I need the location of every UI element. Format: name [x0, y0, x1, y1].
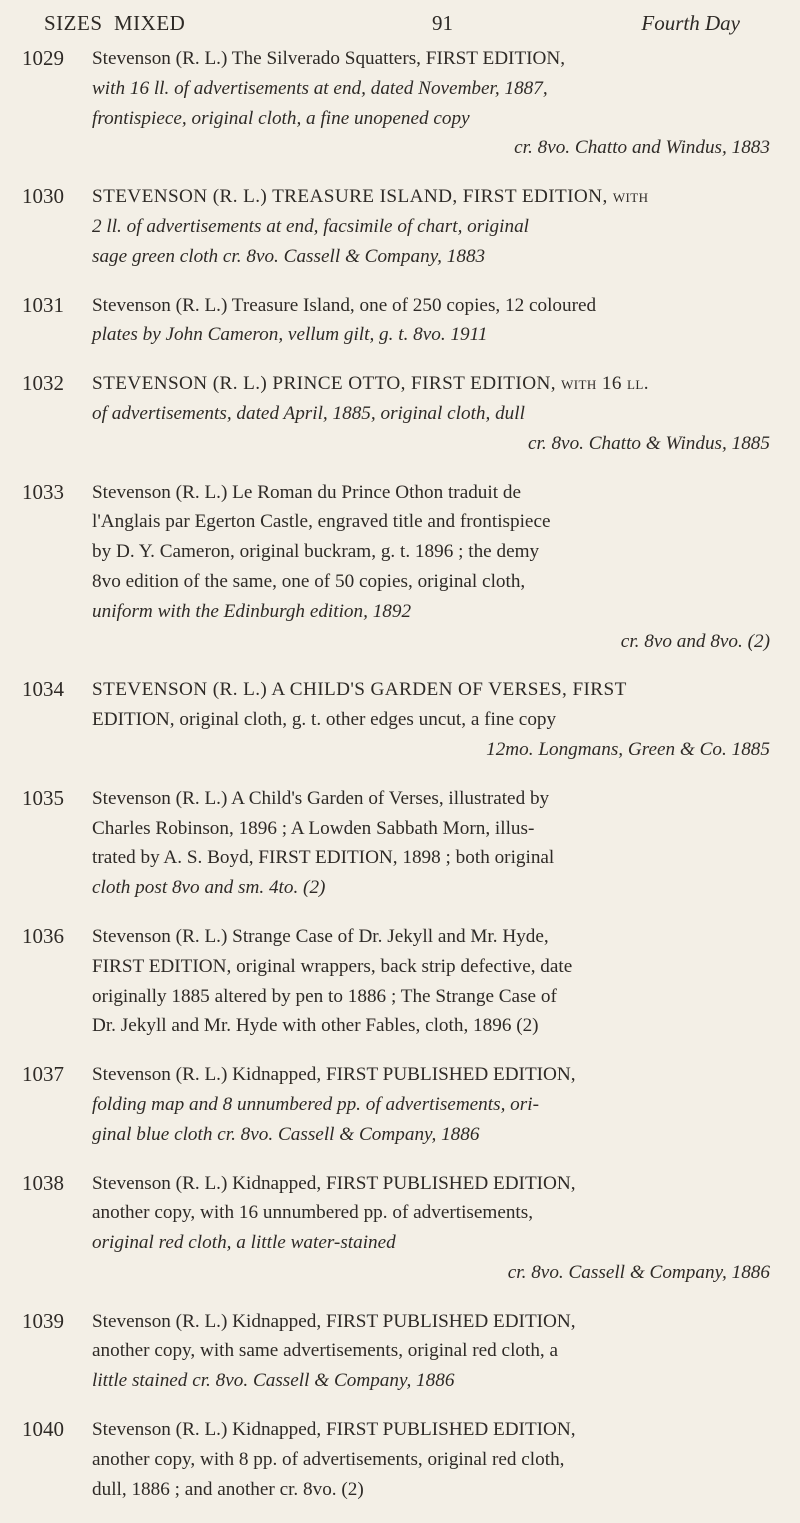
- lot-list: [22, 44, 772, 1523]
- lot-entry-1040: [22, 1415, 772, 1504]
- entry-line: frontispiece, original cloth, a fine unopened copy: [92, 107, 470, 129]
- lot-entry-1035: [22, 784, 772, 903]
- lot-number: 1031: [22, 292, 64, 317]
- entry-line: dull, 1886 ; and another cr. 8vo. (2): [92, 1478, 364, 1500]
- entry-line: folding map and 8 unnumbered pp. of advertisements, ori-: [92, 1093, 539, 1115]
- entry-line: ginal blue cloth cr. 8vo. Cassell & Company, 1886: [92, 1123, 480, 1145]
- entry-line: cr. 8vo. Cassell & Company, 1886: [507, 1261, 770, 1283]
- entry-line: Stevenson (R. L.) Kidnapped, FIRST PUBLISHED EDITION,: [92, 1064, 576, 1086]
- header-sizes: SIZES: [44, 11, 103, 35]
- entry-line: little stained cr. 8vo. Cassell & Company, 1886: [92, 1370, 455, 1392]
- entry-line: by D. Y. Cameron, original buckram, g. t. 1896 ; the demy: [92, 541, 540, 563]
- entry-line: 8vo edition of the same, one of 50 copies, original cloth,: [92, 570, 526, 592]
- entry-line: Dr. Jekyll and Mr. Hyde with other Fables, cloth, 1896 (2): [92, 1015, 539, 1037]
- lot-entry-1037: [22, 1060, 772, 1149]
- entry-line: STEVENSON (R. L.) A CHILD'S GARDEN OF VERSES, FIRST: [92, 679, 627, 701]
- lot-number: 1035: [22, 785, 64, 810]
- entry-line: sage green cloth cr. 8vo. Cassell & Company, 1883: [92, 245, 486, 267]
- entry-line: cr. 8vo. Chatto and Windus, 1883: [514, 137, 770, 159]
- lot-number: 1038: [22, 1170, 64, 1195]
- lot-number: 1036: [22, 923, 64, 948]
- entry-line: original red cloth, a little water-stained: [92, 1232, 396, 1254]
- running-header: [22, 0, 770, 44]
- lot-number: 1037: [22, 1062, 64, 1087]
- lot-entry-1038: [22, 1169, 772, 1288]
- entry-line: Stevenson (R. L.) Strange Case of Dr. Jekyll and Mr. Hyde,: [92, 925, 549, 947]
- entry-line: cr. 8vo. Chatto & Windus, 1885: [528, 432, 770, 454]
- entry-line: 12mo. Longmans, Green & Co. 1885: [486, 738, 770, 760]
- lot-number: 1029: [22, 46, 64, 70]
- lot-number: 1034: [22, 677, 64, 702]
- entry-line: uniform with the Edinburgh edition, 1892: [92, 600, 412, 622]
- entry-line: EDITION, original cloth, g. t. other edges uncut, a fine copy: [92, 709, 557, 731]
- entry-line: originally 1885 altered by pen to 1886 ; The Strange Case of: [92, 985, 557, 1007]
- page-number: 91: [432, 11, 453, 35]
- header-day: Fourth Day: [641, 11, 740, 35]
- entry-line: STEVENSON (R. L.) PRINCE OTTO, FIRST EDITION, with 16 ll.: [92, 373, 649, 395]
- lot-entry-1032: [22, 369, 772, 458]
- entry-line: Stevenson (R. L.) A Child's Garden of Verses, illustrated by: [92, 787, 550, 809]
- entry-line: another copy, with 8 pp. of advertisements, original red cloth,: [92, 1448, 565, 1470]
- lot-number: 1030: [22, 184, 64, 209]
- lot-number: 1032: [22, 371, 64, 396]
- entry-line: Stevenson (R. L.) Kidnapped, FIRST PUBLISHED EDITION,: [92, 1172, 576, 1194]
- entry-line: with 16 ll. of advertisements at end, dated November, 1887,: [92, 77, 548, 99]
- entry-line: Charles Robinson, 1896 ; A Lowden Sabbath Morn, illus-: [92, 817, 535, 839]
- entry-line: cr. 8vo and 8vo. (2): [620, 630, 770, 652]
- entry-line: trated by A. S. Boyd, FIRST EDITION, 1898 ; both original: [92, 847, 555, 869]
- lot-entry-1029: [22, 44, 772, 163]
- lot-entry-1036: [22, 922, 772, 1041]
- entry-line: 2 ll. of advertisements at end, facsimile of chart, original: [92, 215, 530, 237]
- header-mixed: MIXED: [114, 11, 186, 35]
- lot-entry-1039: [22, 1307, 772, 1396]
- entry-line: STEVENSON (R. L.) TREASURE ISLAND, FIRST EDITION, with: [92, 186, 649, 208]
- entry-line: Stevenson (R. L.) Le Roman du Prince Othon traduit de: [92, 481, 521, 503]
- entry-line: Stevenson (R. L.) Kidnapped, FIRST PUBLISHED EDITION,: [92, 1310, 576, 1332]
- lot-number: 1033: [22, 479, 64, 504]
- entry-line: l'Anglais par Egerton Castle, engraved title and frontispiece: [92, 511, 551, 533]
- entry-line: Stevenson (R. L.) Treasure Island, one of 250 copies, 12 coloured: [92, 294, 597, 316]
- entry-line: Stevenson (R. L.) Kidnapped, FIRST PUBLISHED EDITION,: [92, 1419, 576, 1441]
- entry-line: of advertisements, dated April, 1885, original cloth, dull: [92, 402, 525, 424]
- lot-number: 1040: [22, 1417, 64, 1442]
- entry-line: FIRST EDITION, original wrappers, back strip defective, date: [92, 955, 573, 977]
- lot-entry-1034: [22, 675, 772, 764]
- entry-line: another copy, with same advertisements, original red cloth, a: [92, 1340, 559, 1362]
- lot-entry-1033: [22, 478, 772, 657]
- lot-entry-1031: [22, 291, 772, 351]
- entry-line: another copy, with 16 unnumbered pp. of advertisements,: [92, 1202, 534, 1224]
- entry-line: Stevenson (R. L.) The Silverado Squatters, FIRST EDITION,: [92, 48, 566, 69]
- lot-number: 1039: [22, 1308, 64, 1333]
- entry-line: plates by John Cameron, vellum gilt, g. t. 8vo. 1911: [92, 324, 488, 346]
- entry-line: cloth post 8vo and sm. 4to. (2): [92, 877, 326, 899]
- lot-entry-1030: [22, 182, 772, 271]
